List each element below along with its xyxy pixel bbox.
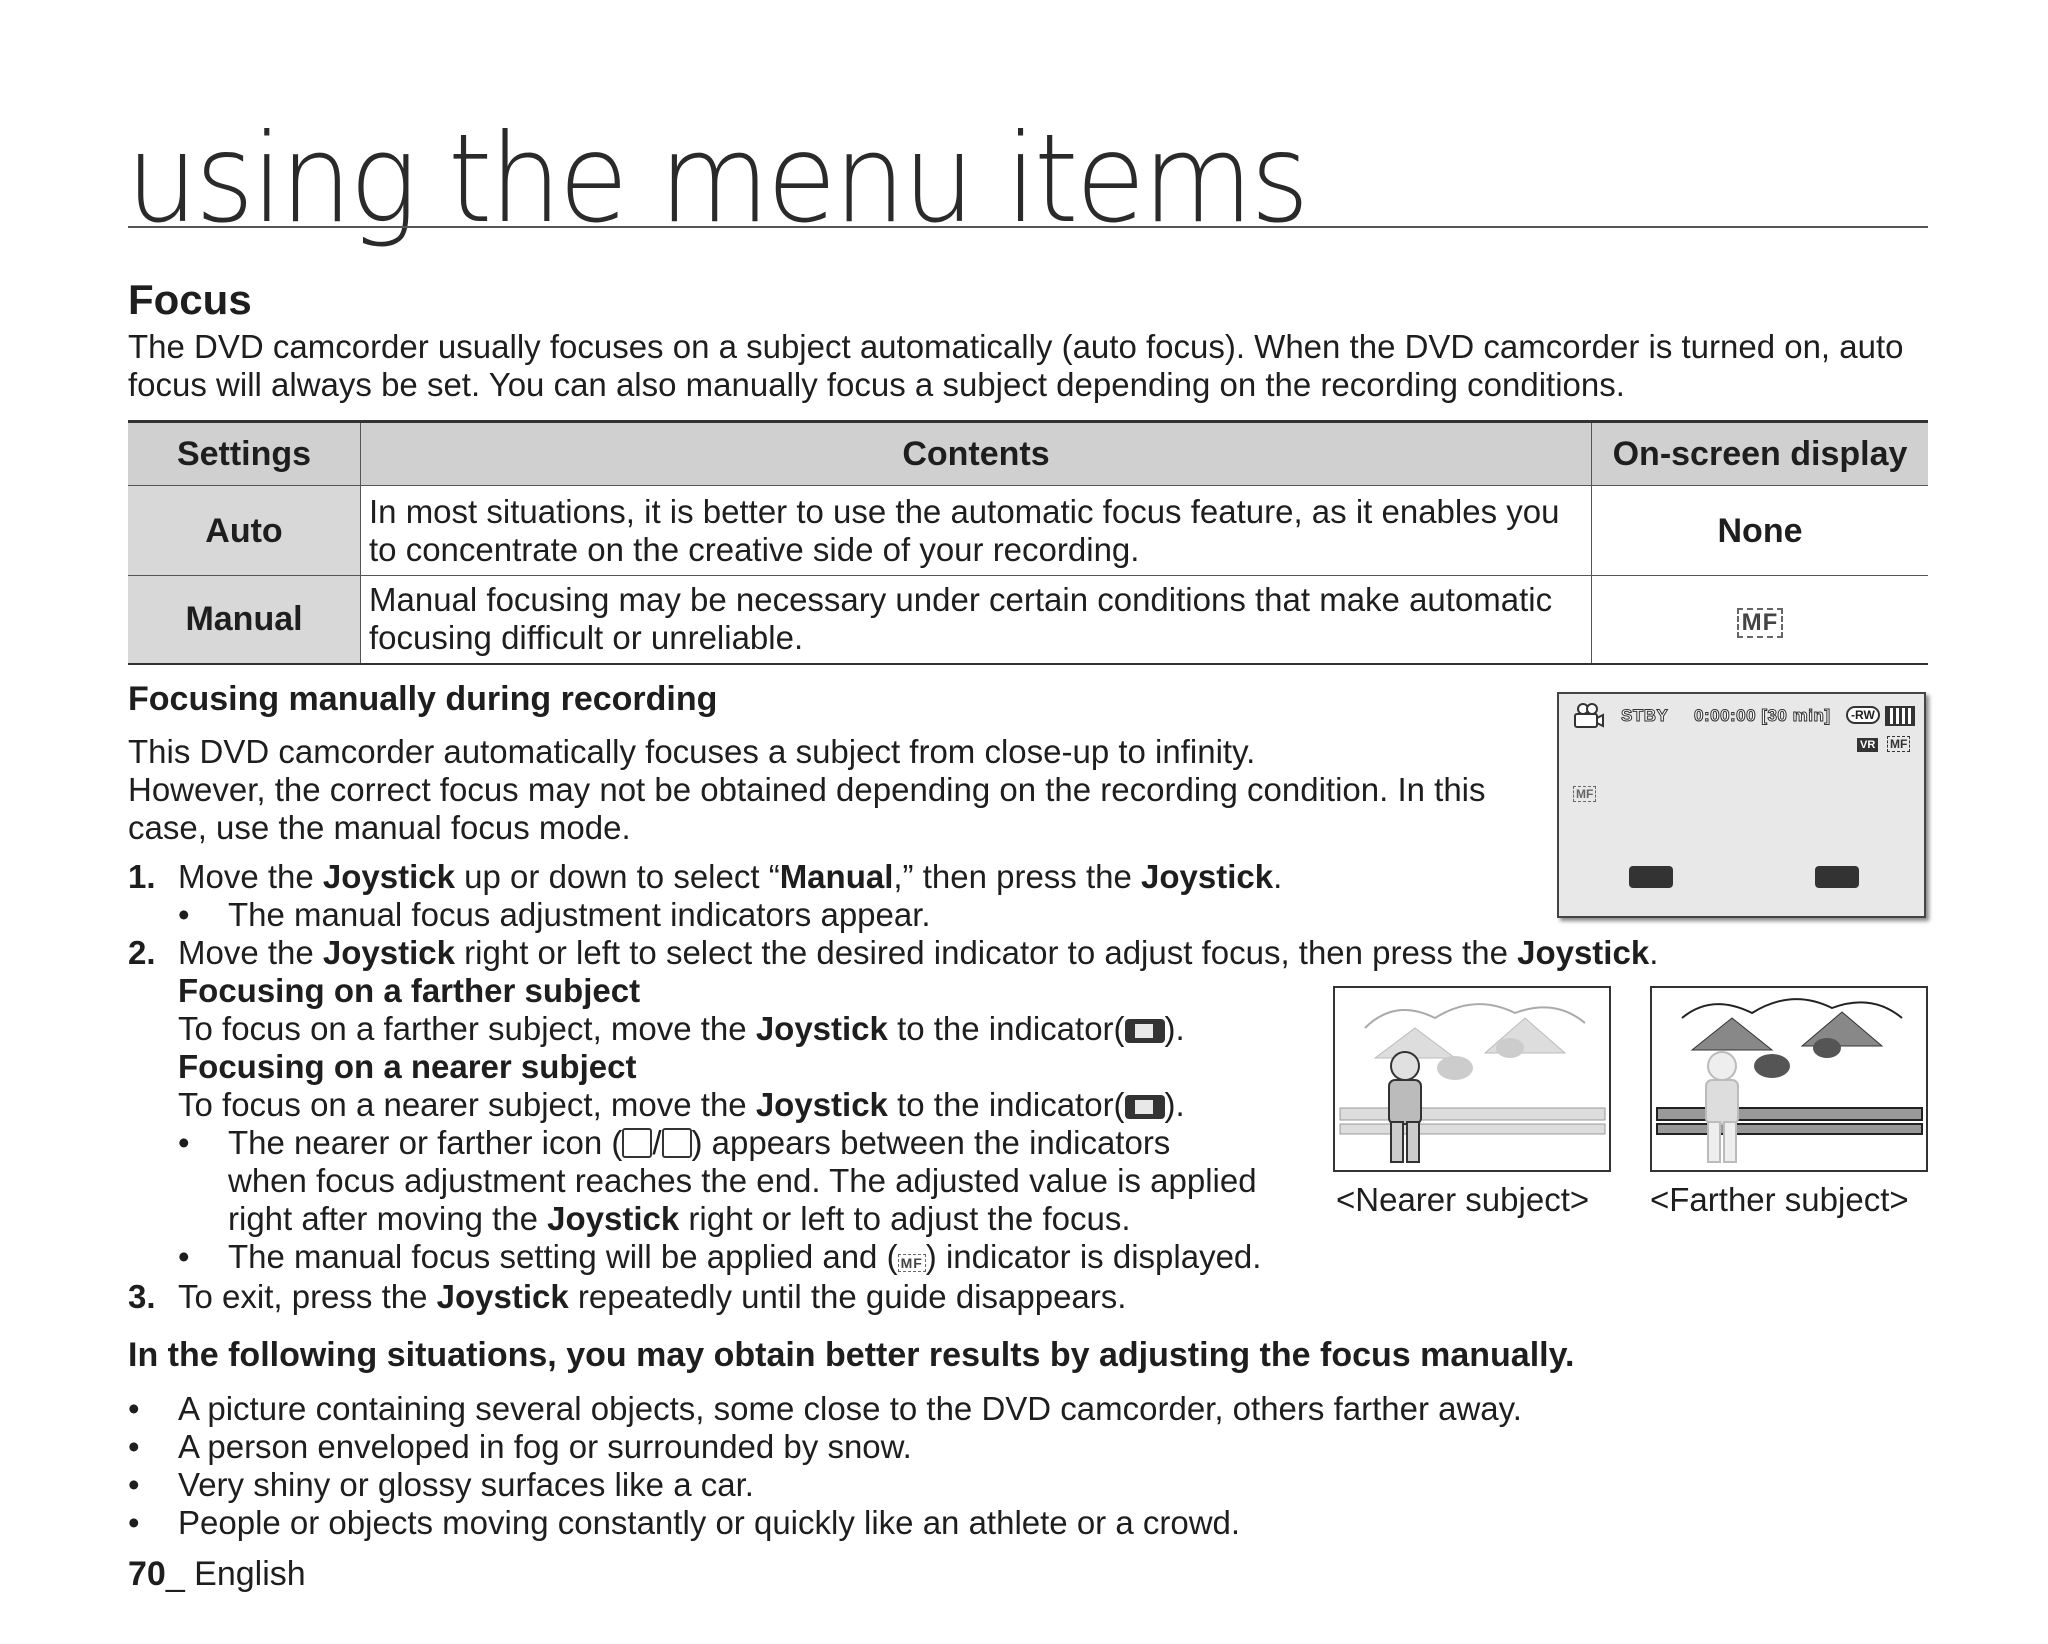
step-number: 1. [128,858,156,895]
mf-icon: MF [1573,786,1596,802]
step-bold: Joystick [322,934,456,971]
contents-cell: Manual focusing may be necessary under certain conditions that make automatic focusing difficult or unreliable. [361,576,1592,664]
camera-mode-icon [1573,702,1605,730]
page-title: using the menu items [126,108,1307,250]
section-heading: Focus [128,276,252,323]
step-bold: Joystick [436,1278,569,1315]
step-bold: Joystick [1141,858,1274,895]
list-text: A picture containing several objects, some close to the DVD camcorder, others farther away. [178,1390,1522,1427]
near-indicator-icon [1125,1095,1165,1119]
caption-farther: <Farther subject> [1650,1181,1909,1218]
step-text: ). [1164,1086,1185,1123]
bullet-bold: Joystick [547,1200,680,1237]
disc-type-icon: -RW [1846,706,1880,724]
bullet-text: The manual focus setting will be applied and ( [228,1238,898,1275]
table-row [128,486,1928,576]
step-number: 2. [128,934,156,971]
bullet-icon: • [128,1466,140,1503]
situations-list [128,1390,1522,1542]
farther-heading: Focusing on a farther subject [178,972,641,1009]
time-counter: 0:00:00 [30 min] [1694,706,1831,725]
step-text: Move the [178,858,323,895]
step-text: right or left to select the desired indicator to adjust focus, then press the [455,934,1518,971]
bullet-text: right or left to adjust the focus. [679,1200,1131,1237]
bullet-text: right after moving the [228,1200,548,1237]
step-text: to the indicator( [887,1086,1125,1123]
step-bold: Joystick [755,1010,888,1047]
step-bold: Joystick [322,858,456,895]
step-number: 3. [128,1278,156,1315]
farther-subject-illustration [1650,986,1928,1172]
list-text: People or objects moving constantly or quickly like an athlete or a crowd. [178,1504,1241,1541]
mf-icon: MF [1737,608,1784,638]
list-item [128,1466,1522,1504]
step-text: up or down to select “ [455,858,780,895]
step-text: To focus on a farther subject, move the [178,1010,756,1047]
step-bold: Manual [779,858,894,895]
bullet-text: ) indicator is displayed. [925,1238,1262,1275]
header-settings: Settings [128,422,361,486]
far-indicator-icon [1815,866,1859,888]
intro-paragraph: The DVD camcorder usually focuses on a subject automatically (auto focus). When the DVD camcorder is turned on, auto focus will always be set. You can also manually focus a subject depending on the recording conditions. [128,328,1904,403]
step-3 [128,1278,1528,1316]
stby-label: STBY [1621,706,1669,725]
table-header-row [128,422,1928,486]
nearer-icon [622,1128,652,1158]
step-text: repeatedly until the guide disappears. [568,1278,1127,1315]
bullet-icon: • [178,1238,190,1275]
manual-para-1: This DVD camcorder automatically focuses a subject from close-up to infinity. [128,733,1256,770]
bullet-text: ) appears between the indicators [691,1124,1171,1161]
step-text: ). [1164,1010,1185,1047]
step-text: to the indicator( [887,1010,1125,1047]
mf-icon: MF [1887,736,1910,752]
list-item [178,1238,1928,1276]
header-contents: Contents [361,422,1592,486]
list-item [128,1428,1522,1466]
step-text: ,” then press the [893,858,1142,895]
bullet-icon: • [178,1124,190,1161]
display-cell: None [1592,486,1929,576]
far-indicator-icon [1125,1019,1165,1043]
step-text: Move the [178,934,323,971]
battery-icon [1885,706,1915,726]
lcd-screen-illustration [1557,692,1926,918]
page-footer [128,1555,306,1594]
bullet-icon: • [178,896,190,933]
list-item [178,1124,1448,1238]
manual-intro [128,733,1568,847]
bullet-text: The nearer or farther icon ( [228,1124,623,1161]
step-bold: Joystick [755,1086,888,1123]
step-text: To exit, press the [178,1278,437,1315]
setting-cell: Manual [128,576,361,664]
step-text: . [1649,934,1659,971]
near-indicator-icon [1629,866,1673,888]
list-text: Very shiny or glossy surfaces like a car. [178,1466,754,1503]
manual-focus-heading: Focusing manually during recording [128,680,718,718]
manual-para-2: However, the correct focus may not be obtained depending on the recording condition. In this case, use the manual focus mode. [128,771,1486,846]
bullet-icon: • [128,1390,140,1427]
mf-icon: MF [898,1254,926,1272]
nearer-heading: Focusing on a nearer subject [178,1048,637,1085]
nearer-subject-illustration [1333,986,1611,1172]
caption-nearer: <Nearer subject> [1336,1181,1590,1218]
step-bold: Joystick [1517,934,1650,971]
header-display: On-screen display [1592,422,1929,486]
table-row [128,576,1928,664]
step-1 [128,858,1548,934]
display-cell [1592,576,1929,664]
bullet-text: when focus adjustment reaches the end. The adjusted value is applied [228,1162,1257,1199]
setting-cell: Auto [128,486,361,576]
step-text: . [1273,858,1283,895]
step-text: To focus on a nearer subject, move the [178,1086,756,1123]
list-item [128,1504,1522,1542]
focus-settings-table [128,420,1928,665]
situations-heading: In the following situations, you may obtain better results by adjusting the focus manually. [128,1336,1575,1374]
contents-cell: In most situations, it is better to use the automatic focus feature, as it enables you to concentrate on the creative side of your recording. [361,486,1592,576]
bullet-text: The manual focus adjustment indicators appear. [228,896,931,933]
vr-mode-icon: VR [1857,738,1878,752]
footer-language: _ English [165,1555,306,1593]
list-item [128,1390,1522,1428]
title-divider [128,226,1928,228]
farther-icon [662,1128,692,1158]
bullet-text: / [652,1124,662,1161]
list-text: A person enveloped in fog or surrounded by snow. [178,1428,912,1465]
page-number: 70 [128,1555,166,1593]
list-item [178,896,1548,934]
bullet-icon: • [128,1504,140,1541]
bullet-icon: • [128,1428,140,1465]
